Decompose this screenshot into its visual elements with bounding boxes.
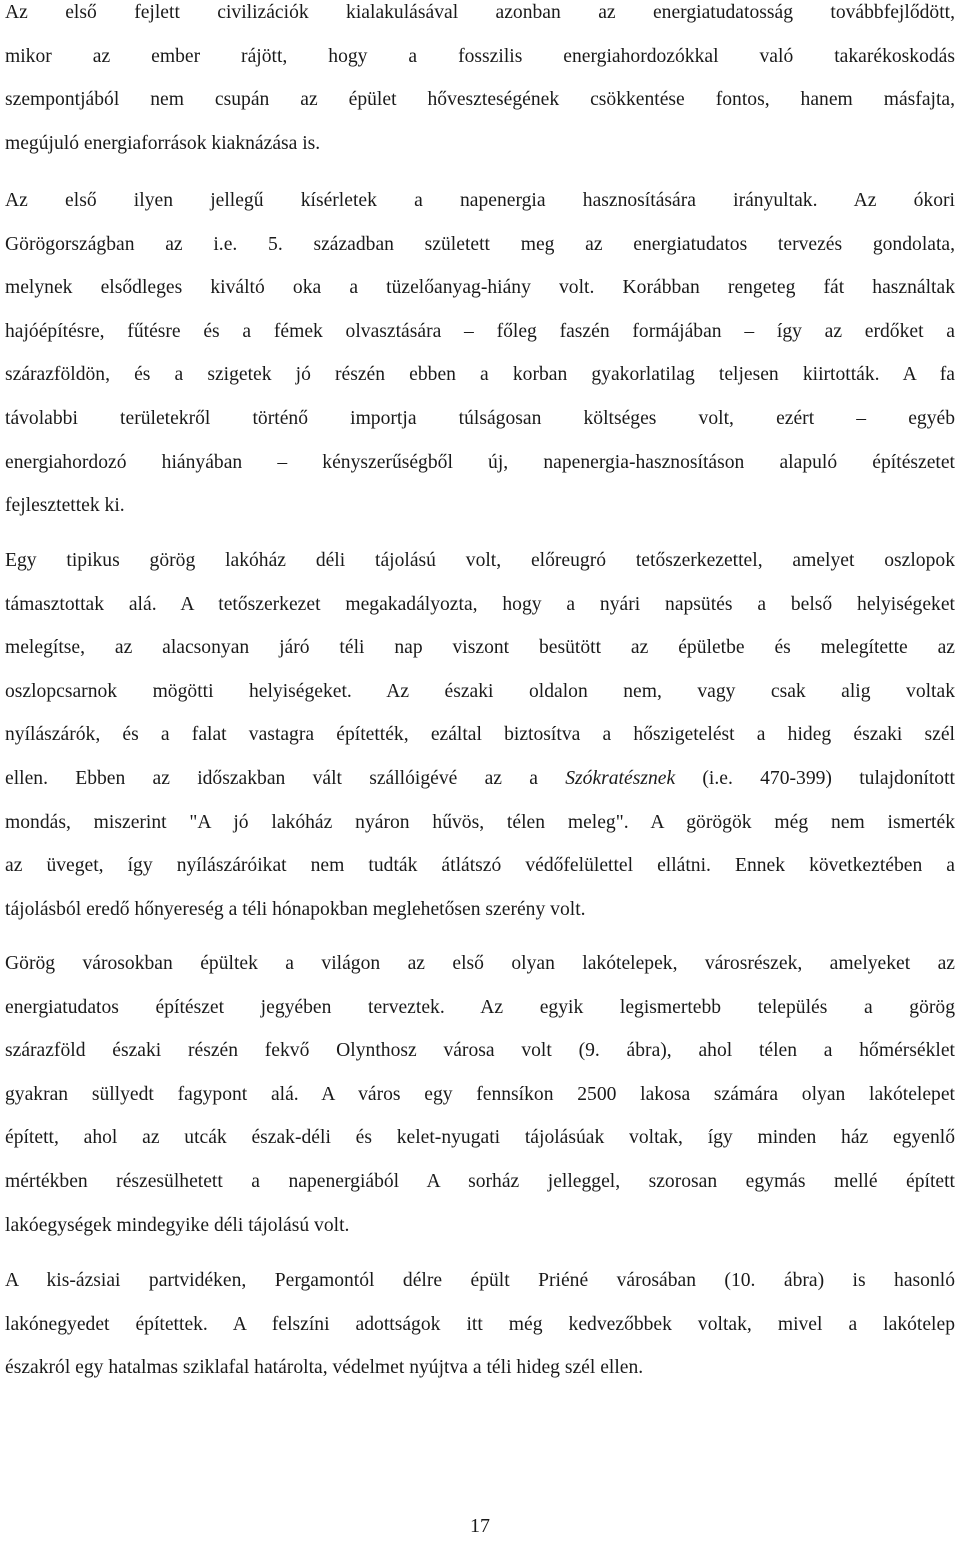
paragraph-3 (5, 539, 955, 931)
text-line: lakónegyedet építettek. A felszíni adottságok itt még kedvezőbbek voltak, mivel a lakótelep (5, 1313, 955, 1335)
text-line: támasztottak alá. A tetőszerkezet megakadályozta, hogy a nyári napsütés a belső helyiségeket (5, 593, 955, 615)
text-line: Egy tipikus görög lakóház déli tájolású volt, előreugró tetőszerkezettel, amelyet oszlopok (5, 550, 955, 571)
text-line: A kis-ázsiai partvidéken, Pergamontól délre épült Priéné városában (10. ábra) is hasonló (5, 1270, 955, 1291)
text-line: ellen. Ebben az időszakban vált szállóigévé az a Szókratésznek (i.e. 470-399) tulajdonított (5, 767, 955, 789)
text-line: szárazföldön, és a szigetek jó részén ebben a korban gyakorlatilag teljesen kiirtották. A fa (5, 364, 955, 386)
paragraph-4 (5, 942, 955, 1247)
page-number: 17 (470, 1515, 490, 1537)
text-line: oszlopcsarnok mögötti helyiségeket. Az északi oldalon nem, vagy csak alig voltak (5, 680, 955, 702)
text-line: nyílászárók, és a falat vastagra építették, ezáltal biztosítva a hőszigetelést a hideg északi szél (5, 724, 955, 746)
text-line: Görög városokban épültek a világon az első olyan lakótelepek, városrészek, amelyeket az (5, 953, 955, 974)
text-line: mértékben részesülhetett a napenergiából A sorház jelleggel, szorosan egymás mellé épített (5, 1170, 955, 1192)
text-line: mondás, miszerint "A jó lakóház nyáron hűvös, télen meleg". A görögök még nem ismerték (5, 811, 955, 833)
text-line: tájolásból eredő hőnyereség a téli hónapokban meglehetősen szerény volt. (5, 898, 586, 920)
text-line: megújuló energiaforrások kiaknázása is. (5, 132, 321, 154)
paragraph-2 (5, 179, 955, 528)
text-line: szempontjából nem csupán az épület hőveszteségének csökkentése fontos, hanem másfajta, (5, 89, 955, 111)
paragraph-5 (5, 1259, 955, 1390)
text-line: mikor az ember rájött, hogy a fosszilis energiahordozókkal való takarékoskodás (5, 45, 955, 67)
text-line: gyakran süllyedt fagypont alá. A város egy fennsíkon 2500 lakosa számára olyan lakótelepet (5, 1083, 955, 1105)
text-line: Az első fejlett civilizációk kialakulásával azonban az energiatudatosság továbbfejlődött, (5, 2, 955, 23)
paragraph-1 (5, 0, 955, 165)
text-line: energiahordozó hiányában – kényszerűségből új, napenergia-hasznosításon alapuló építészetet (5, 451, 955, 473)
text-line: fejlesztettek ki. (5, 495, 125, 517)
text-line: északról egy hatalmas sziklafal határolta, védelmet nyújtva a téli hideg szél ellen. (5, 1357, 644, 1379)
text-line: épített, ahol az utcák észak-déli és kelet-nyugati tájolásúak voltak, így minden ház egyenlő (5, 1127, 955, 1149)
text-line: melynek elsődleges kiváltó oka a tüzelőanyag-hiány volt. Korábban rengeteg fát használtak (5, 277, 955, 299)
text-line: szárazföld északi részén fekvő Olynthosz városa volt (9. ábra), ahol télen a hőmérséklet (5, 1040, 955, 1062)
text-line: az üveget, így nyílászáróikat nem tudták átlátszó védőfelülettel ellátni. Ennek következtében a (5, 855, 955, 877)
text-line: Az első ilyen jellegű kísérletek a napenergia hasznosítására irányultak. Az ókori (5, 190, 955, 211)
text-line: lakóegységek mindegyike déli tájolású volt. (5, 1214, 350, 1236)
text-line: Görögországban az i.e. 5. században született meg az energiatudatos tervezés gondolata, (5, 233, 955, 255)
text-line: energiatudatos építészet jegyében terveztek. Az egyik legismertebb település a görög (5, 996, 955, 1018)
text-line: melegítse, az alacsonyan járó téli nap viszont besütött az épületbe és melegítette az (5, 637, 955, 659)
text-line: hajóépítésre, fűtésre és a fémek olvasztására – főleg faszén formájában – így az erdőket a (5, 320, 955, 342)
text-line: távolabbi területekről történő importja túlságosan költséges volt, ezért – egyéb (5, 407, 955, 429)
